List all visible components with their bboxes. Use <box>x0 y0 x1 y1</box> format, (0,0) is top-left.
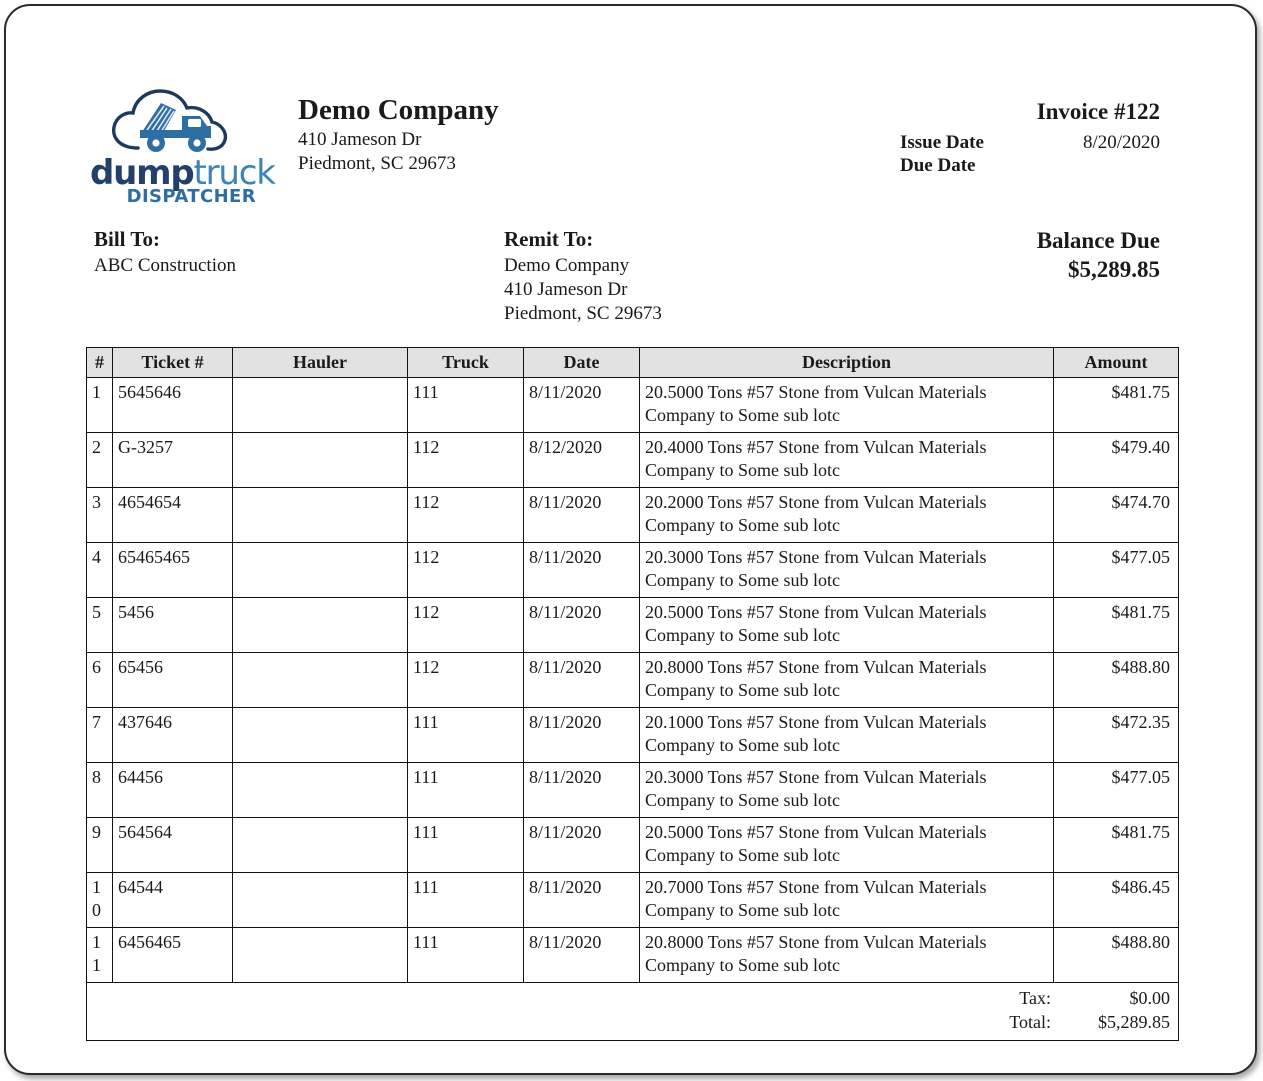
cell-date: 8/11/2020 <box>524 873 640 928</box>
cell-description: 20.3000 Tons #57 Stone from Vulcan Materials Company to Some sub lotc <box>640 543 1054 598</box>
cell-date: 8/11/2020 <box>524 763 640 818</box>
address-band <box>6 226 1255 336</box>
totals-cell <box>87 983 1179 1041</box>
cell-date: 8/11/2020 <box>524 653 640 708</box>
balance-due-label: Balance Due <box>1036 228 1160 253</box>
cell-index: 2 <box>87 433 113 488</box>
brand-logo <box>90 86 275 207</box>
due-date-label: Due Date <box>900 155 976 177</box>
invoice-page <box>4 4 1257 1075</box>
cell-ticket: 65465465 <box>113 543 233 598</box>
column-header-ticket: Ticket # <box>113 348 233 378</box>
cell-hauler <box>233 928 408 983</box>
table-row <box>87 433 1179 488</box>
remit-to-block <box>504 226 884 326</box>
cell-ticket: 437646 <box>113 708 233 763</box>
cell-hauler <box>233 818 408 873</box>
remit-to-address-line1: 410 Jameson Dr <box>504 279 628 301</box>
cell-description: 20.3000 Tons #57 Stone from Vulcan Materials Company to Some sub lotc <box>640 763 1054 818</box>
due-date-row <box>740 154 1160 178</box>
total-row <box>87 1010 1178 1034</box>
brand-tagline: DISPATCHER <box>126 186 256 207</box>
invoice-number: Invoice #122 <box>1036 99 1160 124</box>
tax-label: Tax: <box>1019 988 1051 1008</box>
wordmark-dump: dump <box>90 153 194 193</box>
cell-index: 8 <box>87 763 113 818</box>
company-address-line1: 410 Jameson Dr <box>298 129 422 151</box>
company-name: Demo Company <box>298 94 499 126</box>
cell-date: 8/12/2020 <box>524 433 640 488</box>
column-header-date: Date <box>524 348 640 378</box>
cell-date: 8/11/2020 <box>524 543 640 598</box>
column-header-hauler: Hauler <box>233 348 408 378</box>
line-items-table <box>86 347 1179 1041</box>
cell-truck: 111 <box>408 708 524 763</box>
invoice-header <box>6 6 1255 216</box>
brand-wordmark <box>90 153 275 193</box>
cell-hauler <box>233 543 408 598</box>
table-row <box>87 653 1179 708</box>
cell-hauler <box>233 488 408 543</box>
cell-index: 11 <box>87 928 113 983</box>
cell-index: 7 <box>87 708 113 763</box>
table-row <box>87 543 1179 598</box>
tax-row <box>87 986 1178 1010</box>
cell-index: 4 <box>87 543 113 598</box>
cell-description: 20.5000 Tons #57 Stone from Vulcan Materials Company to Some sub lotc <box>640 378 1054 433</box>
cell-description: 20.8000 Tons #57 Stone from Vulcan Materials Company to Some sub lotc <box>640 928 1054 983</box>
remit-to-name: Demo Company <box>504 255 630 277</box>
totals-row <box>87 983 1179 1041</box>
cell-amount: $488.80 <box>1054 928 1179 983</box>
issue-date-row <box>740 131 1160 155</box>
line-items-body <box>87 378 1179 983</box>
column-header-index: # <box>87 348 113 378</box>
cell-hauler <box>233 763 408 818</box>
remit-to-title: Remit To: <box>504 227 594 251</box>
table-row <box>87 378 1179 433</box>
tax-value: $0.00 <box>1129 988 1170 1008</box>
cell-index: 6 <box>87 653 113 708</box>
cell-amount: $477.05 <box>1054 763 1179 818</box>
table-row <box>87 598 1179 653</box>
cell-hauler <box>233 873 408 928</box>
cell-date: 8/11/2020 <box>524 488 640 543</box>
cell-amount: $481.75 <box>1054 378 1179 433</box>
cell-index: 3 <box>87 488 113 543</box>
cell-ticket: G-3257 <box>113 433 233 488</box>
table-row <box>87 763 1179 818</box>
cell-ticket: 5645646 <box>113 378 233 433</box>
wordmark-truck: truck <box>193 153 275 193</box>
cell-ticket: 5456 <box>113 598 233 653</box>
issue-date-value: 8/20/2020 <box>1082 131 1160 153</box>
cell-ticket: 64544 <box>113 873 233 928</box>
cell-truck: 112 <box>408 543 524 598</box>
cell-index: 10 <box>87 873 113 928</box>
cell-date: 8/11/2020 <box>524 378 640 433</box>
cell-description: 20.2000 Tons #57 Stone from Vulcan Materials Company to Some sub lotc <box>640 488 1054 543</box>
cell-date: 8/11/2020 <box>524 598 640 653</box>
cell-hauler <box>233 708 408 763</box>
dump-truck-in-cloud-icon <box>104 86 236 160</box>
table-row <box>87 928 1179 983</box>
cell-amount: $481.75 <box>1054 598 1179 653</box>
cell-truck: 111 <box>408 763 524 818</box>
column-header-truck: Truck <box>408 348 524 378</box>
cell-date: 8/11/2020 <box>524 818 640 873</box>
balance-due-block <box>1037 226 1160 285</box>
table-row <box>87 873 1179 928</box>
cell-ticket: 65456 <box>113 653 233 708</box>
company-info <box>298 94 718 176</box>
cell-truck: 111 <box>408 378 524 433</box>
cell-ticket: 564564 <box>113 818 233 873</box>
cell-description: 20.1000 Tons #57 Stone from Vulcan Materials Company to Some sub lotc <box>640 708 1054 763</box>
cell-description: 20.5000 Tons #57 Stone from Vulcan Materials Company to Some sub lotc <box>640 818 1054 873</box>
cell-truck: 112 <box>408 598 524 653</box>
table-row <box>87 708 1179 763</box>
cell-date: 8/11/2020 <box>524 708 640 763</box>
company-address-line2: Piedmont, SC 29673 <box>298 153 456 175</box>
cell-truck: 112 <box>408 488 524 543</box>
cell-amount: $488.80 <box>1054 653 1179 708</box>
table-row <box>87 488 1179 543</box>
cell-amount: $479.40 <box>1054 433 1179 488</box>
bill-to-title: Bill To: <box>94 227 160 251</box>
cell-truck: 112 <box>408 433 524 488</box>
cell-amount: $472.35 <box>1054 708 1179 763</box>
balance-due-amount: $5,289.85 <box>1068 257 1160 283</box>
cell-ticket: 64456 <box>113 763 233 818</box>
cell-truck: 111 <box>408 873 524 928</box>
total-label: Total: <box>1009 1012 1051 1033</box>
cell-amount: $474.70 <box>1054 488 1179 543</box>
table-header-row <box>87 348 1179 378</box>
cell-description: 20.5000 Tons #57 Stone from Vulcan Materials Company to Some sub lotc <box>640 598 1054 653</box>
cell-truck: 111 <box>408 928 524 983</box>
cell-date: 8/11/2020 <box>524 928 640 983</box>
cell-index: 5 <box>87 598 113 653</box>
cell-amount: $481.75 <box>1054 818 1179 873</box>
cell-hauler <box>233 433 408 488</box>
cell-hauler <box>233 653 408 708</box>
cell-description: 20.4000 Tons #57 Stone from Vulcan Materials Company to Some sub lotc <box>640 433 1054 488</box>
cell-truck: 112 <box>408 653 524 708</box>
column-header-amount: Amount <box>1054 348 1179 378</box>
cell-description: 20.7000 Tons #57 Stone from Vulcan Materials Company to Some sub lotc <box>640 873 1054 928</box>
remit-to-address-line2: Piedmont, SC 29673 <box>504 303 662 325</box>
issue-date-label: Issue Date <box>900 131 984 153</box>
cell-truck: 111 <box>408 818 524 873</box>
table-row <box>87 818 1179 873</box>
cell-hauler <box>233 598 408 653</box>
invoice-meta <box>740 98 1160 178</box>
bill-to-name: ABC Construction <box>94 255 236 277</box>
cell-index: 9 <box>87 818 113 873</box>
column-header-description: Description <box>640 348 1054 378</box>
bill-to-block <box>94 226 474 278</box>
cell-index: 1 <box>87 378 113 433</box>
cell-amount: $486.45 <box>1054 873 1179 928</box>
cell-amount: $477.05 <box>1054 543 1179 598</box>
total-value: $5,289.85 <box>1098 1012 1170 1033</box>
cell-ticket: 6456465 <box>113 928 233 983</box>
cell-ticket: 4654654 <box>113 488 233 543</box>
cell-hauler <box>233 378 408 433</box>
cell-description: 20.8000 Tons #57 Stone from Vulcan Materials Company to Some sub lotc <box>640 653 1054 708</box>
